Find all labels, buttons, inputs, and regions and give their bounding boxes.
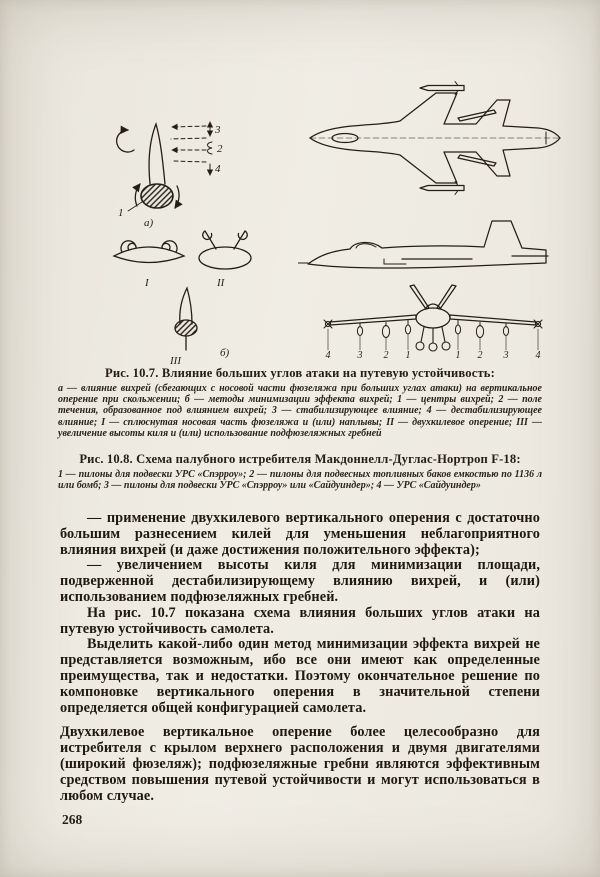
- fig-10-8-caption-legend: 1 — пилоны для подвески УРС «Спэрроу»; 2 — пилоны для подвесных топливных баков емкостью по 1136 л или бомб; 3 — пилоны для подвески УРС «Спэрроу» или «Сайдуиндер»; 4 — УРС «Сайдуиндер»: [58, 469, 542, 492]
- pylon-number-left-4: 4: [325, 350, 331, 361]
- label-III: III: [170, 355, 181, 367]
- landing-gear: [416, 327, 450, 351]
- flow-field-lines: [171, 126, 206, 162]
- swirl-arrow-right: [175, 186, 179, 208]
- vortex-curl-right: [162, 241, 177, 252]
- diagram-a-vortex-on-fin: [117, 122, 212, 211]
- pylon-number-right-2: 2: [477, 350, 483, 361]
- wingtip-missile: [420, 86, 464, 91]
- vortex-core: [141, 184, 173, 208]
- f18-front-view: [324, 285, 542, 351]
- fuselage-section: [199, 247, 251, 269]
- rotation-arrow: [117, 130, 134, 152]
- fuselage-profile: [308, 221, 546, 268]
- vertical-fin: [149, 124, 165, 184]
- pylon-number-left-2: 2: [383, 350, 389, 361]
- pylon-number-right-3: 3: [503, 350, 509, 361]
- paragraph-list-item-1: — применение двухкилевого вертикального оперения с достаточно большим разнесением килей для уменьшения неблагоприятного влияния вихрей (и даже достижения положительного эффекта);: [60, 510, 540, 558]
- fig-10-7-caption-legend: а — влияние вихрей (сбегающих с носовой части фюзеляжа при больших углах атаки) на вертикальное оперение при скольжении; б — методы минимизации эффекта вихрей; 1 — центры вихрей; 2 — поле течения, образованное под влиянием вихрей; 3 — стабилизирующее влияние; 4 — дестабилизирующее влияние; I — сплюснутая носовая часть фюзеляжа и (или) наплывы; II — двухкилевое оперение; III — увеличение высоты киля и (или) использование подфюзеляжных гребней: [58, 383, 542, 439]
- left-tip-missile: [324, 320, 332, 328]
- pylon-number-left-1: 1: [405, 350, 411, 361]
- left-wing-front: [330, 315, 416, 325]
- paragraph-ref-10-7: На рис. 10.7 показана схема влияния больших углов атаки на путевую устойчивость самолета.: [60, 604, 540, 637]
- fig-10-8-caption-title: Рис. 10.8. Схема палубного истребителя Макдоннелл-Дуглас-Нортроп F-18:: [79, 452, 521, 466]
- left-fin-front: [410, 285, 429, 309]
- fuselage-front: [416, 308, 450, 328]
- pylon-number-left-3: 3: [357, 350, 363, 361]
- paragraph-methods-discussion: Выделить какой-либо один метод минимизации эффекта вихрей не представляется возможным, ибо все они имеют как определенные преимущества, так и недостатки. Поэтому окончательное решение по компоновке вертикального оперения в значительной степени определяется общей конфигурацией самолета.: [60, 636, 540, 716]
- fig-10-7-labels: [118, 124, 230, 367]
- paragraph-twin-fin-conclusion: Двухкилевое вертикальное оперение более целесообразно для истребителя с крылом верхнего расположения и двумя двигателями (широкий фюзеляж); подфюзеляжные гребни являются эффективным средством повышения путевой устойчивости и могут использоваться в любом случае.: [60, 724, 540, 804]
- paragraph-list-item-2: — увеличением высоты киля для минимизации площади, подверженной дестабилизирующему влиянию вихрей, и (или) использованием подфюзеляжных гребней.: [60, 557, 540, 605]
- flat-nose-section: [114, 247, 184, 263]
- right-fin-front: [437, 285, 456, 309]
- fig-10-7-caption: [58, 366, 542, 439]
- label-3: 3: [215, 124, 221, 136]
- plan-half-upper: [310, 82, 560, 139]
- label-4: 4: [215, 163, 221, 175]
- canopy-plan: [332, 134, 358, 143]
- fig-10-7-diagrams: [100, 118, 315, 368]
- leader-line-1: [128, 202, 142, 211]
- plan-half-lower: [310, 138, 560, 195]
- vortex-at-fin-base: [175, 320, 197, 336]
- diagram-III-tall-fin: [175, 288, 197, 350]
- label-1: 1: [118, 207, 124, 219]
- f18-top-view: [310, 82, 560, 195]
- fig-10-8-caption: [58, 452, 542, 491]
- right-wing-front: [450, 315, 536, 325]
- fig-10-8-aircraft-views: [298, 66, 588, 361]
- intake-side: [384, 259, 406, 264]
- fig-10-7-caption-title: Рис. 10.7. Влияние больших углов атаки на путевую устойчивость:: [105, 366, 495, 380]
- label-b: б): [220, 347, 230, 359]
- body-text: [60, 511, 540, 804]
- plan-fin: [458, 110, 496, 121]
- tall-fin: [180, 288, 192, 324]
- label-a: а): [144, 217, 154, 229]
- pylon-number-right-1: 1: [455, 350, 461, 361]
- label-I: I: [145, 277, 149, 289]
- diagram-I-flat-nose: [114, 241, 184, 263]
- swirl-arrow-left: [135, 184, 140, 206]
- pylon-number-right-4: 4: [535, 350, 541, 361]
- right-tip-missile: [534, 320, 542, 328]
- label-2: 2: [217, 143, 223, 155]
- page-number: 268: [62, 812, 83, 827]
- pylon-numbers: [326, 350, 541, 361]
- f18-side-view: [298, 221, 548, 268]
- diagram-II-twin-fins: [199, 231, 251, 269]
- brace: [208, 142, 213, 154]
- vortex-curl-left: [121, 241, 136, 252]
- label-II: II: [217, 277, 225, 289]
- canopy-frame: [356, 244, 376, 248]
